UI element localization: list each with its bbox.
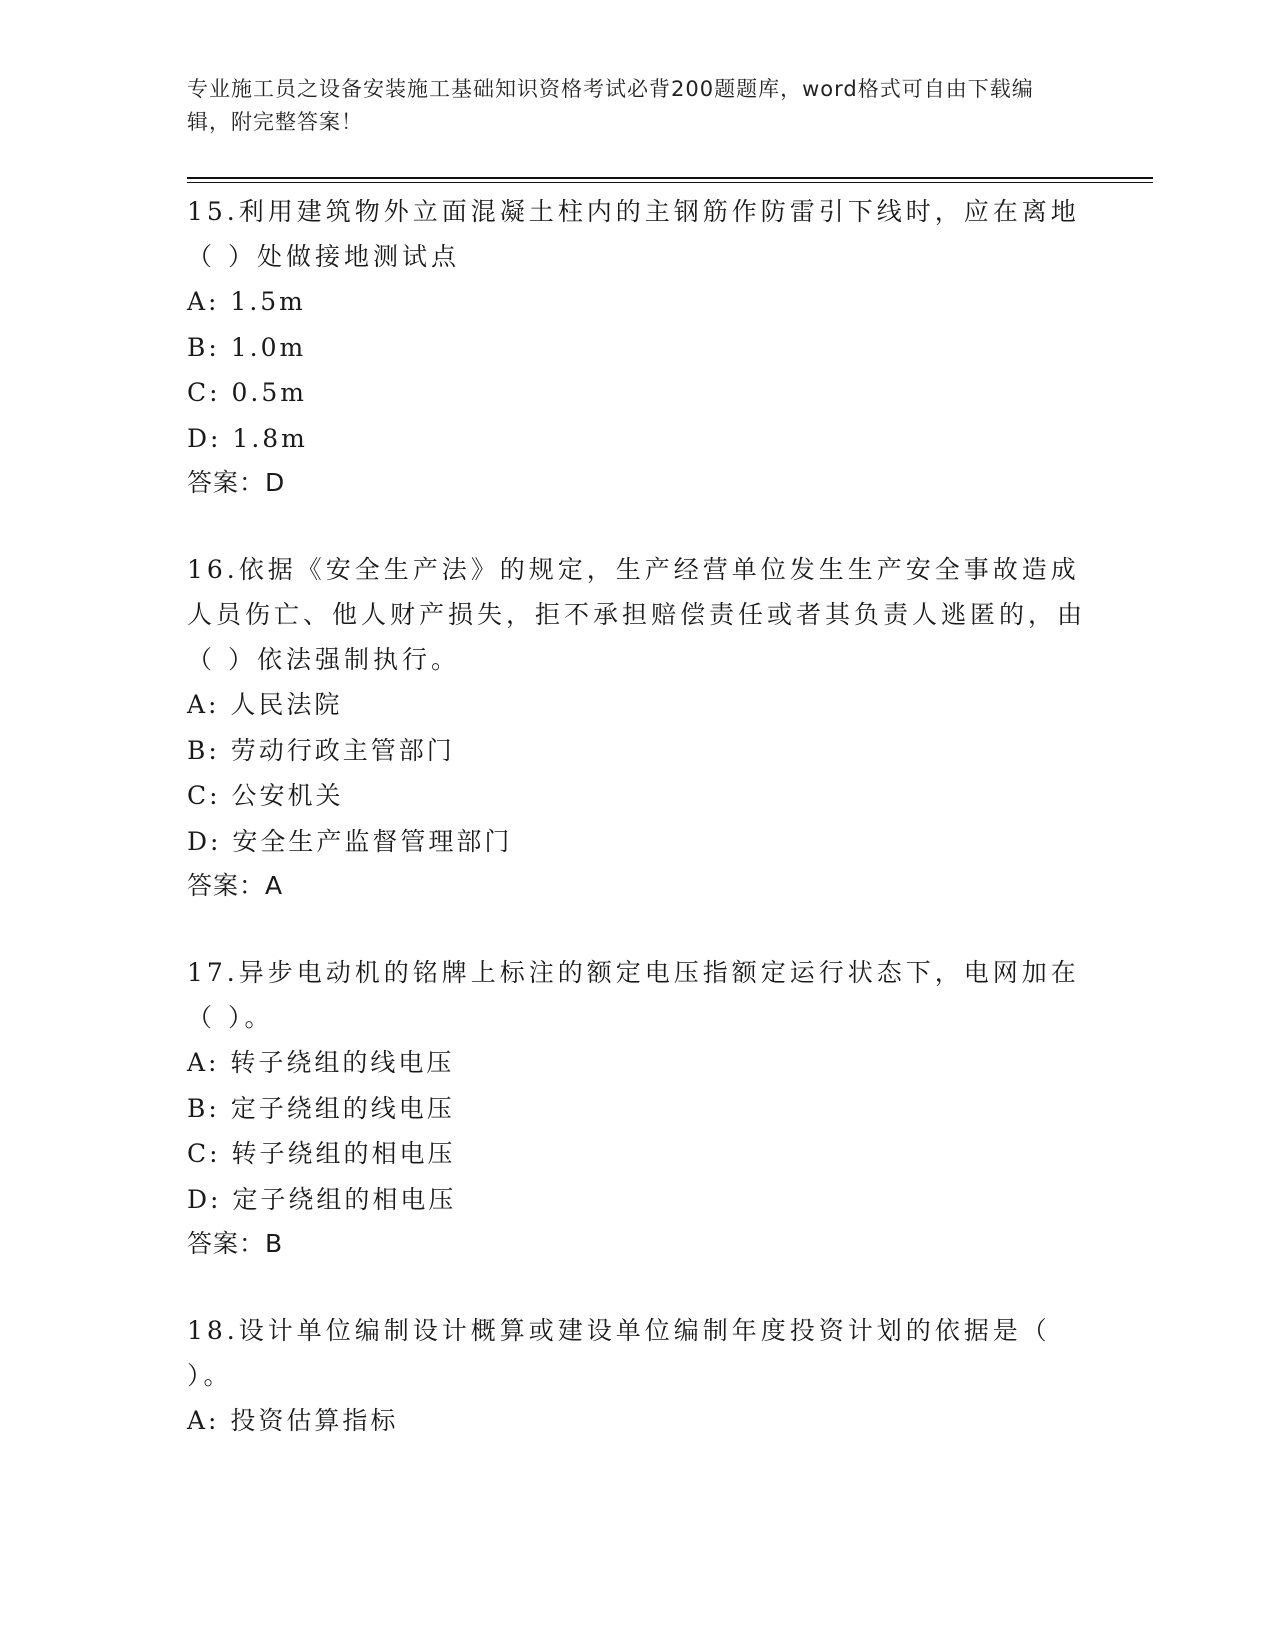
question-text: 17.异步电动机的铭牌上标注的额定电压指额定运行状态下，电网加在（ ）。 bbox=[187, 958, 1080, 1032]
option-b: B: 1.0m bbox=[187, 332, 307, 362]
option-b: B: 劳动行政主管部门 bbox=[187, 735, 455, 765]
answer: 答案：B bbox=[187, 1229, 284, 1258]
option-a: A: 转子绕组的线电压 bbox=[187, 1048, 455, 1077]
document-header bbox=[187, 73, 1067, 139]
option-a: A: 投资估算指标 bbox=[187, 1406, 399, 1435]
answer: 答案：D bbox=[187, 468, 286, 497]
option-c: C: 转子绕组的相电压 bbox=[187, 1139, 456, 1168]
option-d: D: 安全生产监督管理部门 bbox=[187, 826, 513, 856]
question-17 bbox=[187, 950, 1087, 1266]
question-18 bbox=[187, 1308, 1087, 1444]
answer: 答案：A bbox=[187, 871, 284, 900]
option-d: D: 定子绕组的相电压 bbox=[187, 1184, 457, 1214]
question-text: 15.利用建筑物外立面混凝土柱内的主钢筋作防雷引下线时，应在离地（ ）处做接地测试点 bbox=[187, 197, 1080, 271]
question-list bbox=[187, 189, 1087, 1486]
option-b: B: 定子绕组的线电压 bbox=[187, 1093, 455, 1123]
question-16 bbox=[187, 547, 1087, 908]
question-text: 18.设计单位编制设计概算或建设单位编制年度投资计划的依据是（ ）。 bbox=[187, 1316, 1051, 1390]
option-c: C: 公安机关 bbox=[187, 781, 344, 810]
option-a: A: 人民法院 bbox=[187, 690, 343, 719]
header-divider-thin bbox=[187, 182, 1153, 183]
option-a: A: 1.5m bbox=[187, 287, 306, 316]
question-text: 16.依据《安全生产法》的规定，生产经营单位发生生产安全事故造成人员伤亡、他人财产损失，拒不承担赔偿责任或者其负责人逃匿的，由（ ）依法强制执行。 bbox=[187, 555, 1087, 674]
question-15 bbox=[187, 189, 1087, 505]
document-title: 专业施工员之设备安装施工基础知识资格考试必背200题题库，word格式可自由下载编辑，附完整答案！ bbox=[187, 77, 1034, 134]
header-divider bbox=[187, 177, 1153, 179]
option-c: C: 0.5m bbox=[187, 378, 307, 407]
option-d: D: 1.8m bbox=[187, 423, 308, 453]
